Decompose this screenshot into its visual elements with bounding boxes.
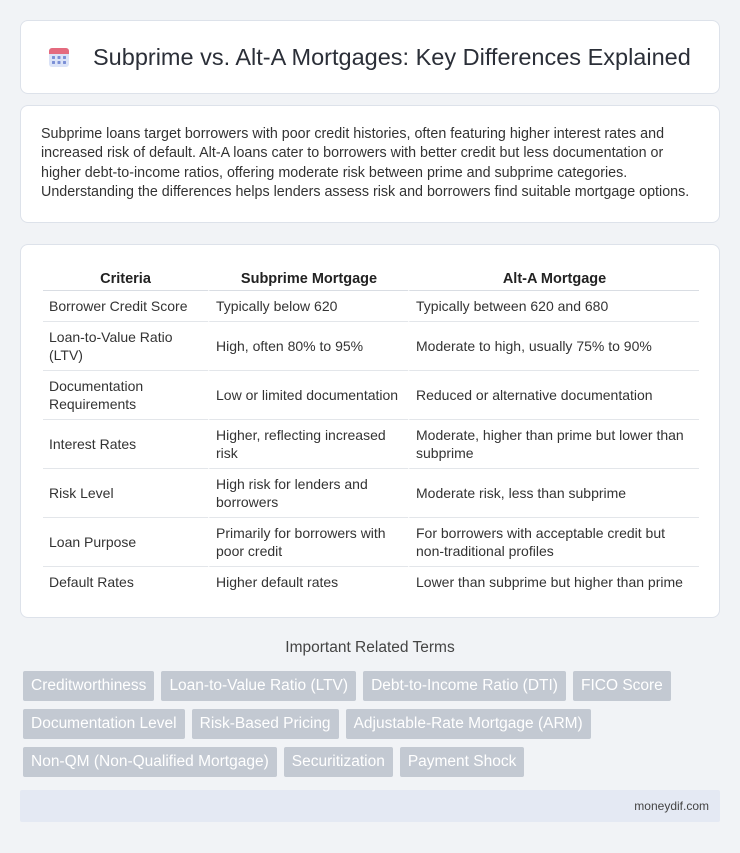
table-cell: Low or limited documentation — [208, 371, 408, 420]
table-cell: Borrower Credit Score — [43, 291, 208, 322]
footer-bar — [20, 790, 720, 822]
term-tag[interactable]: Debt-to-Income Ratio (DTI) — [363, 671, 566, 701]
related-terms-title: Important Related Terms — [285, 639, 455, 656]
table-cell: Moderate risk, less than subprime — [408, 469, 699, 518]
table-cell: Moderate, higher than prime but lower than subprime — [408, 420, 699, 469]
table-cell: High, often 80% to 95% — [208, 322, 408, 371]
table-row — [43, 518, 699, 567]
intro-text: Subprime loans target borrowers with poor credit histories, often featuring higher interest rates and increased risk of default. Alt-A loans cater to borrowers with better credit but less documentation or higher debt-to-income ratios, offering moderate risk between prime and subprime categories. Understanding the differences helps lenders assess risk and borrowers find suitable mortgage options. — [41, 126, 690, 201]
table-row — [43, 371, 699, 420]
calendar-icon — [46, 44, 72, 70]
table-cell: Default Rates — [49, 574, 134, 590]
term-tag[interactable]: Payment Shock — [400, 747, 525, 777]
related-terms-list — [23, 671, 723, 777]
site-link[interactable]: moneydif.com — [634, 799, 709, 813]
column-header: Alt-A Mortgage — [408, 263, 699, 291]
table-cell: Documentation Requirements — [43, 371, 208, 420]
table-row — [43, 420, 699, 469]
table-cell: High risk for lenders and borrowers — [208, 469, 408, 518]
term-tag[interactable]: Non-QM (Non-Qualified Mortgage) — [23, 747, 277, 777]
table-row — [43, 469, 699, 518]
table-cell: Primarily for borrowers with poor credit — [208, 518, 408, 567]
table-cell: Risk Level — [43, 469, 208, 518]
term-tag[interactable]: FICO Score — [573, 671, 671, 701]
table-cell: Higher default rates — [208, 567, 408, 597]
intro-card — [20, 105, 720, 223]
table-cell: Typically between 620 and 680 — [408, 291, 699, 322]
table-row — [43, 322, 699, 371]
term-tag[interactable]: Risk-Based Pricing — [192, 709, 339, 739]
table-cell: Loan-to-Value Ratio (LTV) — [43, 322, 208, 371]
term-tag[interactable]: Documentation Level — [23, 709, 185, 739]
column-header: Criteria — [43, 263, 208, 291]
table-cell: Higher, reflecting increased risk — [208, 420, 408, 469]
table-cell: Lower than subprime but higher than prime — [408, 567, 699, 597]
comparison-card — [20, 244, 720, 618]
table-cell: Moderate to high, usually 75% to 90% — [408, 322, 699, 371]
term-tag[interactable]: Adjustable-Rate Mortgage (ARM) — [346, 709, 591, 739]
comparison-table — [43, 263, 699, 597]
header-card — [20, 20, 720, 94]
table-cell: Typically below 620 — [208, 291, 408, 322]
table-row — [43, 291, 699, 322]
table-cell: Interest Rates — [43, 420, 208, 469]
table-row — [43, 567, 699, 597]
term-tag[interactable]: Creditworthiness — [23, 671, 154, 701]
table-header-row — [43, 263, 699, 291]
column-header: Subprime Mortgage — [208, 263, 408, 291]
term-tag[interactable]: Securitization — [284, 747, 393, 777]
table-cell: Loan Purpose — [43, 518, 208, 567]
table-cell: For borrowers with acceptable credit but non-traditional profiles — [408, 518, 699, 567]
term-tag[interactable]: Loan-to-Value Ratio (LTV) — [161, 671, 356, 701]
page-title: Subprime vs. Alt-A Mortgages: Key Differences Explained — [93, 43, 691, 70]
table-cell: Reduced or alternative documentation — [408, 371, 699, 420]
